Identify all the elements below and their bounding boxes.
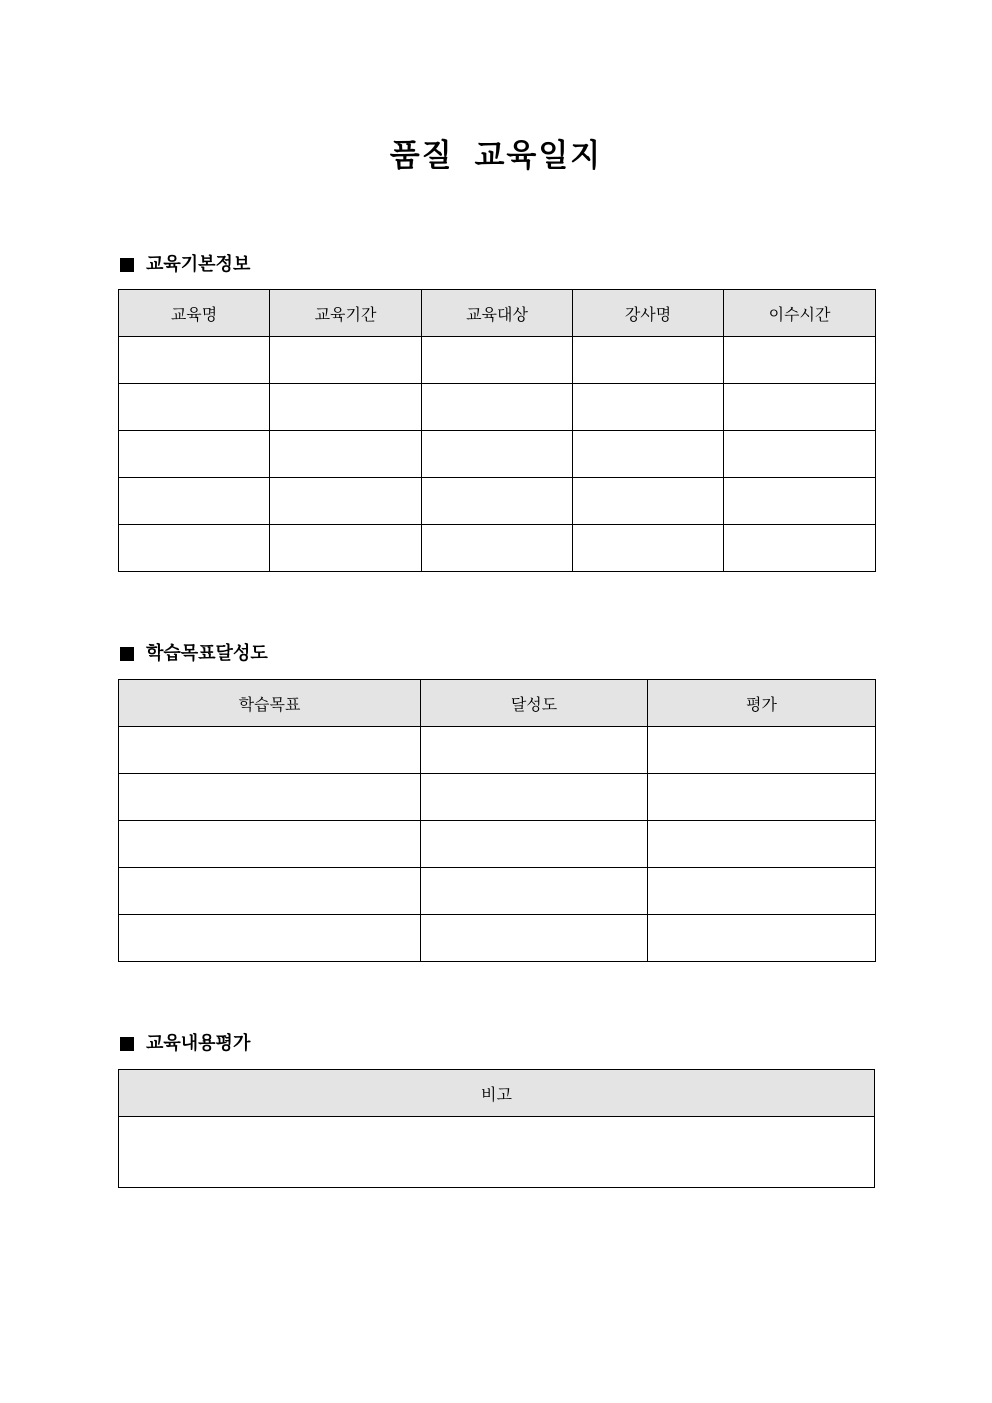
column-header: 강사명	[573, 290, 724, 337]
column-header: 이수시간	[724, 290, 876, 337]
table-cell[interactable]	[724, 384, 876, 431]
table-cell[interactable]	[724, 431, 876, 478]
table-cell[interactable]	[119, 384, 270, 431]
black-square-icon	[120, 1037, 134, 1051]
table-row	[119, 774, 876, 821]
table-cell[interactable]	[270, 384, 422, 431]
table-cell[interactable]	[119, 525, 270, 572]
table-cell[interactable]	[573, 431, 724, 478]
table-cell[interactable]	[421, 821, 648, 868]
table-row	[119, 431, 876, 478]
section-heading-basic-info	[118, 254, 250, 276]
table-row	[119, 915, 876, 962]
table-cell[interactable]	[422, 337, 573, 384]
black-square-icon	[120, 647, 134, 661]
section-heading-content-evaluation	[118, 1033, 250, 1055]
remarks-cell[interactable]	[119, 1117, 875, 1188]
table-cell[interactable]	[119, 337, 270, 384]
table-cell[interactable]	[421, 727, 648, 774]
table-cell[interactable]	[119, 915, 421, 962]
table-cell[interactable]	[421, 915, 648, 962]
content-evaluation-table	[118, 1069, 875, 1188]
table-cell[interactable]	[648, 821, 876, 868]
table-cell[interactable]	[724, 525, 876, 572]
table-cell[interactable]	[648, 915, 876, 962]
basic-info-table	[118, 289, 876, 572]
table-cell[interactable]	[119, 727, 421, 774]
table-row	[119, 337, 876, 384]
table-header-row	[119, 1070, 875, 1117]
table-row	[119, 821, 876, 868]
table-cell[interactable]	[119, 821, 421, 868]
table-cell[interactable]	[573, 478, 724, 525]
table-cell[interactable]	[573, 525, 724, 572]
column-header: 비고	[119, 1070, 875, 1117]
column-header: 교육명	[119, 290, 270, 337]
column-header: 평가	[648, 680, 876, 727]
table-cell[interactable]	[270, 478, 422, 525]
column-header: 교육기간	[270, 290, 422, 337]
column-header: 학습목표	[119, 680, 421, 727]
section-title: 학습목표달성도	[146, 643, 268, 664]
table-cell[interactable]	[422, 384, 573, 431]
table-cell[interactable]	[573, 337, 724, 384]
table-cell[interactable]	[119, 774, 421, 821]
table-cell[interactable]	[648, 727, 876, 774]
black-square-icon	[120, 258, 134, 272]
section-title: 교육기본정보	[146, 254, 251, 275]
table-cell[interactable]	[270, 431, 422, 478]
column-header: 교육대상	[422, 290, 573, 337]
table-header-row	[119, 290, 876, 337]
table-row	[119, 727, 876, 774]
table-cell[interactable]	[422, 431, 573, 478]
table-cell[interactable]	[119, 478, 270, 525]
table-cell[interactable]	[422, 525, 573, 572]
goal-achievement-table	[118, 679, 876, 962]
section-title: 교육내용평가	[146, 1033, 251, 1054]
table-cell[interactable]	[573, 384, 724, 431]
table-cell[interactable]	[648, 868, 876, 915]
table-cell[interactable]	[421, 868, 648, 915]
table-row	[119, 1117, 875, 1188]
table-cell[interactable]	[421, 774, 648, 821]
table-header-row	[119, 680, 876, 727]
table-row	[119, 868, 876, 915]
column-header: 달성도	[421, 680, 648, 727]
document-title: 품질 교육일지	[389, 138, 603, 174]
section-heading-goal-achievement	[118, 643, 268, 665]
table-cell[interactable]	[422, 478, 573, 525]
table-row	[119, 478, 876, 525]
table-cell[interactable]	[119, 868, 421, 915]
table-row	[119, 384, 876, 431]
table-cell[interactable]	[270, 337, 422, 384]
table-cell[interactable]	[270, 525, 422, 572]
table-row	[119, 525, 876, 572]
table-cell[interactable]	[119, 431, 270, 478]
table-cell[interactable]	[724, 478, 876, 525]
table-cell[interactable]	[648, 774, 876, 821]
table-cell[interactable]	[724, 337, 876, 384]
